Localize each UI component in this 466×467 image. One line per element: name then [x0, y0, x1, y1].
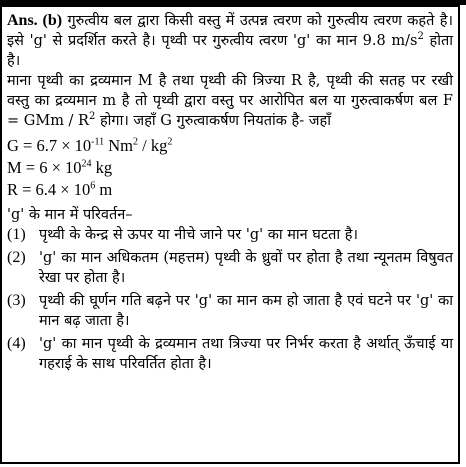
list-item-text: पृथ्वी की घूर्णन गति बढ़ने पर 'g' का मान कम हो जाता है एवं घटने पर 'g' का मान बढ़ जाता है। [39, 293, 453, 329]
answer-box [0, 5, 460, 464]
list-item-text: पृथ्वी के केन्द्र से ऊपर या नीचे जाने पर 'g' का मान घटता है। [39, 227, 358, 243]
list-item [7, 291, 453, 331]
formula-g-kg-exponent: 2 [167, 136, 173, 148]
formula-m-unit: kg [91, 158, 113, 177]
answer-intro-paragraph [7, 11, 453, 71]
list-item-number: (4) [7, 335, 26, 352]
formula-g-unit-kg: / kg [138, 136, 168, 155]
list-item [7, 248, 453, 288]
variation-heading: 'g' के मान में परिवर्तन– [7, 207, 133, 223]
list-item-number: (2) [7, 249, 26, 266]
list-item-number: (1) [7, 226, 26, 243]
list-item-text: 'g' का मान अधिकतम (महत्तम) पृथ्वी के ध्रुवों पर होता है तथा न्यूनतम विषुवत रेखा पर होता है। [39, 250, 453, 286]
list-item-text: 'g' का मान पृथ्वी के द्रव्यमान तथा त्रिज्या पर निर्भर करता है अर्थात् ऊँचाई या गहराई के साथ परिवर्तित होता है। [39, 336, 453, 372]
constants-block [7, 135, 453, 201]
formula-r-exponent: 6 [90, 180, 96, 192]
formula-g-unit-nm: Nm [104, 136, 133, 155]
formula-earth-mass [7, 157, 453, 179]
formula-r-value: R = 6.4 × 10 [7, 180, 91, 199]
list-item-number: (3) [7, 292, 26, 309]
formula-gravitational-constant [7, 135, 453, 157]
radius-square-superscript: 2 [88, 111, 96, 123]
formula-m-exponent: 24 [81, 158, 92, 170]
formula-r-unit: m [95, 180, 113, 199]
formula-g-value: G = 6.7 × 10 [7, 136, 92, 155]
list-item [7, 225, 453, 245]
force-derivation-end: होगा। जहाँ G गुरुत्वाकर्षण नियतांक है- जहाँ [95, 113, 331, 129]
force-derivation-paragraph [7, 71, 453, 131]
gravity-definition-text: गुरुत्वीय बल द्वारा किसी वस्तु में उत्पन्न त्वरण को गुरुत्वीय त्वरण कहते है। इसे 'g' से प्रदर्शित करते है। पृथ्वी पर गुरुत्वीय त्वरण 'g' का मान 9.8 m/s [7, 13, 453, 49]
answer-label: Ans. (b) [7, 12, 63, 29]
force-derivation-text: माना पृथ्वी का द्रव्यमान M है तथा पृथ्वी की त्रिज्या R है, पृथ्वी की सतह पर रखी वस्तु का द्रव्यमान m है तो पृथ्वी द्वारा वस्तु पर आरोपित बल या गुरुत्वाकर्षण बल F = GMm / R [7, 73, 453, 129]
formula-earth-radius [7, 179, 453, 201]
formula-g-unit-exponent: 2 [133, 136, 138, 148]
formula-m-value: M = 6 × 10 [7, 158, 82, 177]
gravity-definition-end: होता है। [7, 33, 453, 69]
formula-g-exponent: -11 [91, 136, 105, 148]
unit-superscript: 2 [417, 31, 424, 43]
list-item [7, 334, 453, 374]
